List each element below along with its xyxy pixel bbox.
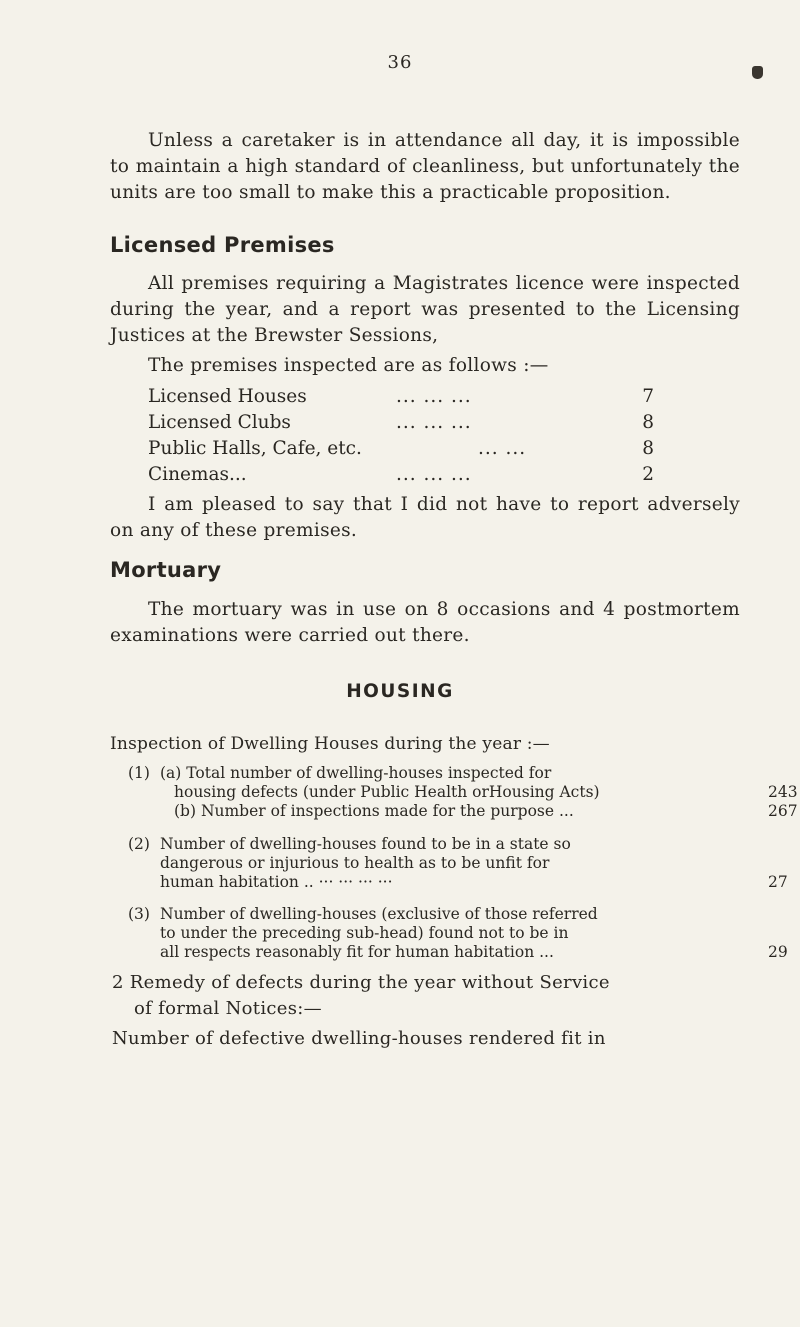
list-item-value: 2 [642, 464, 654, 485]
item-1b-value: 267 [768, 802, 798, 820]
item-3-line: to under the preceding sub-head) found not to be in [160, 924, 569, 942]
premises-list-intro: The premises inspected are as follows :— [148, 355, 549, 376]
remedy-section [112, 970, 792, 1052]
list-item-label: Licensed Clubs [148, 412, 291, 433]
item-3-value: 29 [768, 943, 788, 961]
list-item-dots: ... ... ... [396, 464, 472, 485]
item-2-value: 27 [768, 873, 788, 891]
remedy-line: of formal Notices:— [134, 998, 322, 1019]
list-item-label: Public Halls, Cafe, etc. [148, 438, 362, 459]
item-2-line: dangerous or injurious to health as to be unfit for [160, 854, 550, 872]
remedy-line: Number of defective dwelling-houses rendered fit in [112, 1028, 606, 1049]
mortuary-heading: Mortuary [110, 558, 222, 582]
inspection-item-1 [128, 764, 800, 824]
list-item-dots: ... ... ... [396, 412, 472, 433]
intro-paragraph: Unless a caretaker is in attendance all day, it is impossible to maintain a high standard of cleanliness, but unfortunately the units are too small to make this a practicable proposition. [110, 130, 740, 203]
item-3-line: Number of dwelling-houses (exclusive of those referred [160, 905, 598, 923]
remedy-line: 2 Remedy of defects during the year without Service [112, 972, 610, 993]
list-item-dots: ... ... [478, 438, 527, 459]
list-item-label: Cinemas... [148, 464, 247, 485]
item-3-line: all respects reasonably fit for human habitation ... [160, 943, 554, 961]
page-number: 36 [387, 52, 413, 73]
premises-closing-paragraph: I am pleased to say that I did not have to report adversely on any of these premises. [110, 494, 740, 541]
item-number: (2) [128, 835, 150, 853]
item-1a-value: 243 [768, 783, 798, 801]
list-item-value: 7 [642, 386, 654, 407]
housing-heading: HOUSING [346, 681, 454, 702]
list-item-label: Licensed Houses [148, 386, 307, 407]
licensed-premises-heading: Licensed Premises [110, 233, 335, 257]
item-number: (1) [128, 764, 150, 782]
list-item-dots: ... ... ... [396, 386, 472, 407]
inspection-item-3 [128, 905, 800, 965]
mortuary-paragraph: The mortuary was in use on 8 occasions and 4 postmortem examinations were carried out there. [110, 599, 740, 646]
licensed-premises-paragraph: All premises requiring a Magistrates licence were inspected during the year, and a report was presented to the Licensing Justices at the Brewster Sessions, [110, 273, 740, 346]
list-item [148, 436, 654, 462]
list-item [148, 462, 654, 488]
item-1b-line: (b) Number of inspections made for the purpose ... [174, 802, 574, 820]
list-item-value: 8 [642, 438, 654, 459]
item-number: (3) [128, 905, 150, 923]
list-item [148, 410, 654, 436]
item-1a-line: housing defects (under Public Health orHousing Acts) [174, 783, 600, 801]
list-item-value: 8 [642, 412, 654, 433]
inspection-item-2 [128, 835, 800, 895]
item-1a-line: (a) Total number of dwelling-houses inspected for [160, 764, 552, 782]
item-2-line: Number of dwelling-houses found to be in a state so [160, 835, 571, 853]
inspection-title: Inspection of Dwelling Houses during the year :— [110, 734, 550, 754]
corner-mark-icon [752, 66, 763, 79]
list-item [148, 384, 654, 410]
item-2-line: human habitation .. ··· ··· ··· ··· [160, 873, 393, 891]
